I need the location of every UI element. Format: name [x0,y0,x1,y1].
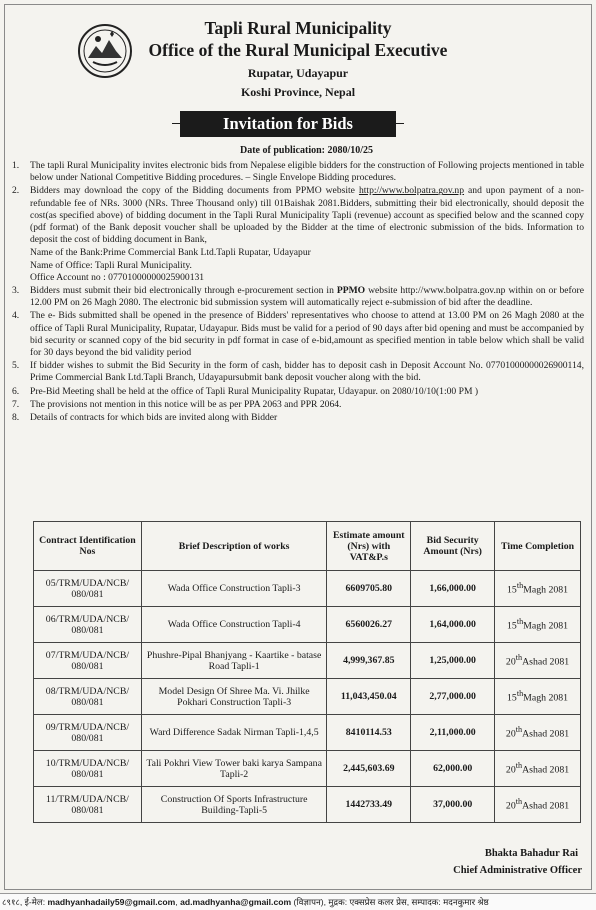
table-header-row [34,522,581,571]
estimate-amount: 2,445,603.69 [327,751,411,787]
bid-security: 37,000.00 [411,787,495,823]
time-completion: 20thAshad 2081 [495,715,581,751]
contract-id: 11/TRM/UDA/NCB/ 080/081 [34,787,142,823]
time-completion: 15thMagh 2081 [495,607,581,643]
work-description: Phushre-Pipal Bhanjyang - Kaartike - batase Road Tapli-1 [141,643,326,679]
contracts-table [33,521,581,823]
paragraph-8: 8. Details of contracts for which bids are invited along with Bidder [12,412,278,424]
ppmo-website-link[interactable]: http://www.bolpatra.gov.np [358,185,465,197]
publication-date: Date of publication: 2080/10/25 [240,145,374,156]
bank-name-line: Name of the Bank:Prime Commercial Bank Ltd.Tapli Rupatar, Udayapur [30,247,311,259]
office-name-line: Name of Office: Tapli Rural Municipality. [30,259,192,271]
signatory-name: Bhakta Bahadur Rai [484,848,578,859]
paragraph-2: 2. Bidders may download the copy of the Bidding documents from PPMO website http://www.bolpatra.gov.np and upon payment of a non-refundable fee of NRs. 3000 (NRs. Three Thousand only) till 01Baishak 2081.Bidders, submitting their bid electronically, should deposit the cost(as specified above) of bidding document in the Tapli Rural Municipality Tapli (revenue) account as specified below and the scanned copy (pdf format) of the Bank deposit voucher shall be uploaded by the Bidder at the time of electronic submission of the bids. Information to deposit the cost of bidding document in Bank, [12,185,584,246]
newspaper-footer: ८९१८, ई-मेल: madhyanhadaily59@gmail.com, ad.madhyanha@gmail.com (विज्ञापन), मुद्रक: एक्सप्रेस कलर प्रेस, सम्पादक: मदनकुमार श्रेष्ठ [0,893,596,910]
paragraph-7: 7. The provisions not mention in this notice will be as per PPA 2063 and PPR 2064. [12,398,342,410]
bid-security: 1,66,000.00 [411,571,495,607]
office-location: Rupatar, Udayapur [247,66,349,80]
contract-id: 05/TRM/UDA/NCB/ 080/081 [34,571,142,607]
table-row [34,751,581,787]
time-completion: 20thAshad 2081 [495,643,581,679]
bid-security: 2,11,000.00 [411,715,495,751]
header-estimate-amount: Estimate amount (Nrs) with VAT&P.s [327,522,411,571]
contract-id: 06/TRM/UDA/NCB/ 080/081 [34,607,142,643]
paragraph-6: 6. Pre-Bid Meeting shall be held at the office of Tapli Rural Municipality Rupatar, Udayapur. on 2080/10/10(1:00 PM ) [12,385,479,397]
table-row [34,679,581,715]
province-location: Koshi Province, Nepal [240,85,356,99]
bid-security: 1,25,000.00 [411,643,495,679]
contract-id: 09/TRM/UDA/NCB/ 080/081 [34,715,142,751]
paragraph-3: 3. Bidders must submit their bid electronically through e-procurement section in PPMO website http://www.bolpatra.gov.np within on or before 12.00 PM on 26 Magh 2080. The electronic bid submission system will automatically reject e-submission of bid after the deadline. [12,285,584,309]
bid-security: 62,000.00 [411,751,495,787]
work-description: Wada Office Construction Tapli-4 [141,607,326,643]
bid-security: 2,77,000.00 [411,679,495,715]
paragraph-5: 5. If bidder wishes to submit the Bid Security in the form of cash, bidder has to deposit cash in Deposit Account No. 07701000000026900114, Prime Commercial Bank Ltd.Tapli Branch, Udayapursubmit bank deposit voucher along with the bid. [12,360,584,384]
work-description: Tali Pokhri View Tower baki karya Sampana Tapli-2 [141,751,326,787]
header-contract-id: Contract Identification Nos [34,522,142,571]
estimate-amount: 6560026.27 [327,607,411,643]
paragraph-4: 4. The e- Bids submitted shall be opened in the presence of Bidders' representatives who choose to attend at 13.00 PM on 26 Magh 2080 at the office of Tapli Rural Municipality, Rupatar, Udayapur. Bids must be valid for a period of 90 days after bid opening and must be accompanied by bid security or scanned copy of the bid security in pdf format in case of e-bid,amount as specified mention in table below which shall be valid for 30 days beyond the bid validity period [12,310,584,359]
time-completion: 15thMagh 2081 [495,679,581,715]
paragraph-1: 1. The tapli Rural Municipality invites electronic bids from Nepalese eligible bidders for the construction of Following projects mentioned in table below under National Competitive Bidding procedures. – Single Envelope Bidding procedures. [12,160,584,184]
time-completion: 15thMagh 2081 [495,571,581,607]
contract-id: 07/TRM/UDA/NCB/ 080/081 [34,643,142,679]
work-description: Construction Of Sports Infrastructure Building-Tapli-5 [141,787,326,823]
header-bid-security: Bid Security Amount (Nrs) [411,522,495,571]
contract-id: 08/TRM/UDA/NCB/ 080/081 [34,679,142,715]
email-link-2[interactable]: ad.madhyanha@gmail.com [180,897,292,907]
estimate-amount: 8410114.53 [327,715,411,751]
table-row [34,715,581,751]
email-link-1[interactable]: madhyanhadaily59@gmail.com [47,897,176,907]
work-description: Ward Difference Sadak Nirman Tapli-1,4,5 [141,715,326,751]
office-account-line: Office Account no : 07701000000025900131 [30,271,205,283]
header-time-completion: Time Completion [495,522,581,571]
estimate-amount: 4,999,367.85 [327,643,411,679]
municipality-name: Tapli Rural Municipality [204,18,392,38]
table-row [34,607,581,643]
estimate-amount: 1442733.49 [327,787,411,823]
bid-security: 1,64,000.00 [411,607,495,643]
estimate-amount: 6609705.80 [327,571,411,607]
time-completion: 20thAshad 2081 [495,751,581,787]
time-completion: 20thAshad 2081 [495,787,581,823]
table-row [34,571,581,607]
estimate-amount: 11,043,450.04 [327,679,411,715]
work-description: Wada Office Construction Tapli-3 [141,571,326,607]
office-name: Office of the Rural Municipal Executive [148,40,448,60]
notice-body [12,160,584,425]
header-description: Brief Description of works [141,522,326,571]
table-row [34,787,581,823]
contract-id: 10/TRM/UDA/NCB/ 080/081 [34,751,142,787]
signatory-title: Chief Administrative Officer [453,865,582,876]
work-description: Model Design Of Shree Ma. Vi. Jhilke Pokhari Construction Tapli-3 [141,679,326,715]
table-row [34,643,581,679]
notice-title-banner: Invitation for Bids [180,111,396,137]
